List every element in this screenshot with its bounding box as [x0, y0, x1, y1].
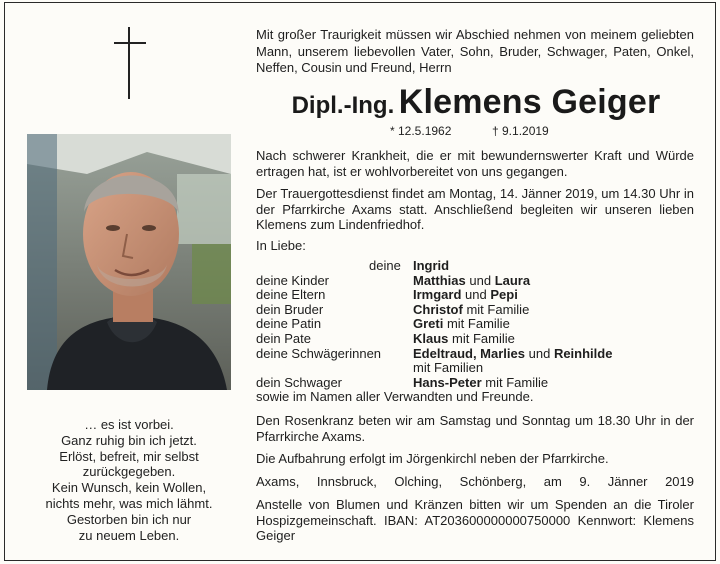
viewing-paragraph: Die Aufbahrung erfolgt im Jörgenkirchl neben der Pfarrkirche. [256, 451, 609, 466]
service-paragraph: Der Trauergottesdienst findet am Montag, 14. Jänner 2019, um 14.30 Uhr in der Pfarrkirche Axams statt. Anschließend begleiten wir unseren lieben Klemens zum Lindenfriedhof. [256, 186, 694, 233]
family-row-godmother: deine Patin Greti mit Familie [256, 316, 510, 332]
academic-title: Dipl.-Ing. [291, 92, 395, 119]
family-row-brother-in-law: dein Schwager Hans-Peter mit Familie [256, 374, 549, 390]
poem-line: zurückgegeben. [82, 464, 176, 480]
family-row-parents: deine Eltern Irmgard und Pepi [256, 287, 518, 303]
birth-date: * 12.5.1962 [390, 124, 452, 138]
family-row-wife: deine Ingrid [369, 258, 450, 273]
rosary-paragraph: Den Rosenkranz beten wir am Samstag und Sonntag um 18.30 Uhr in der Pfarrkirche Axams. [256, 413, 694, 444]
family-row-sisters-in-law-cont: mit Familien [413, 360, 484, 376]
place-date: Axams, Innsbruck, Olching, Schönberg, am 9. Jänner 2019 [256, 474, 694, 489]
poem-line: Ganz ruhig bin ich jetzt. [61, 432, 197, 448]
deceased-name-line [256, 83, 696, 122]
family-name: Ingrid [413, 258, 450, 273]
family-list [256, 259, 696, 405]
poem-line: zu neuem Leben. [78, 527, 180, 543]
poem-line: Kein Wunsch, kein Wollen, [51, 480, 207, 496]
family-row-all: sowie im Namen aller Verwandten und Freunde. [256, 389, 534, 405]
cross-icon [114, 27, 146, 99]
portrait-photo [27, 134, 231, 390]
poem-line: Erlöst, befreit, mir selbst [59, 448, 199, 464]
intro-text: Mit großer Traurigkeit müssen wir Abschied nehmen von meinem geliebten Mann, unserem liebevollen Vater, Sohn, Bruder, Schwager, Paten, Onkel, Neffen, Cousin und Freund, Herrn [256, 27, 694, 75]
family-row-brother: dein Bruder Christof mit Familie [256, 301, 530, 317]
illness-paragraph: Nach schwerer Krankheit, die er mit bewundernswerter Kraft und Würde ertragen hat, ist er wohlvorbereitet von uns gegangen. [256, 148, 694, 179]
deceased-name: Klemens Geiger [398, 83, 661, 121]
family-row-sisters-in-law: deine Schwägerinnen Edeltraud, Marlies und Reinhilde [256, 345, 613, 361]
poem-line: … es ist vorbei. [84, 417, 174, 432]
death-date: † 9.1.2019 [492, 124, 549, 138]
donation-paragraph: Anstelle von Blumen und Kränzen bitten wir um Spenden an die Tiroler Hospizgemeinschaft. IBAN: AT203600000000750000 Kennwort: Klemens Geiger [256, 497, 694, 544]
poem-line: Gestorben bin ich nur [66, 511, 192, 527]
in-liebe-label: In Liebe: [256, 238, 306, 253]
poem-line: nichts mehr, was mich lähmt. [45, 495, 213, 511]
poem [27, 417, 231, 543]
family-row-children: deine Kinder Matthias und Laura [256, 272, 531, 288]
family-row-godfather: dein Pate Klaus mit Familie [256, 330, 515, 346]
